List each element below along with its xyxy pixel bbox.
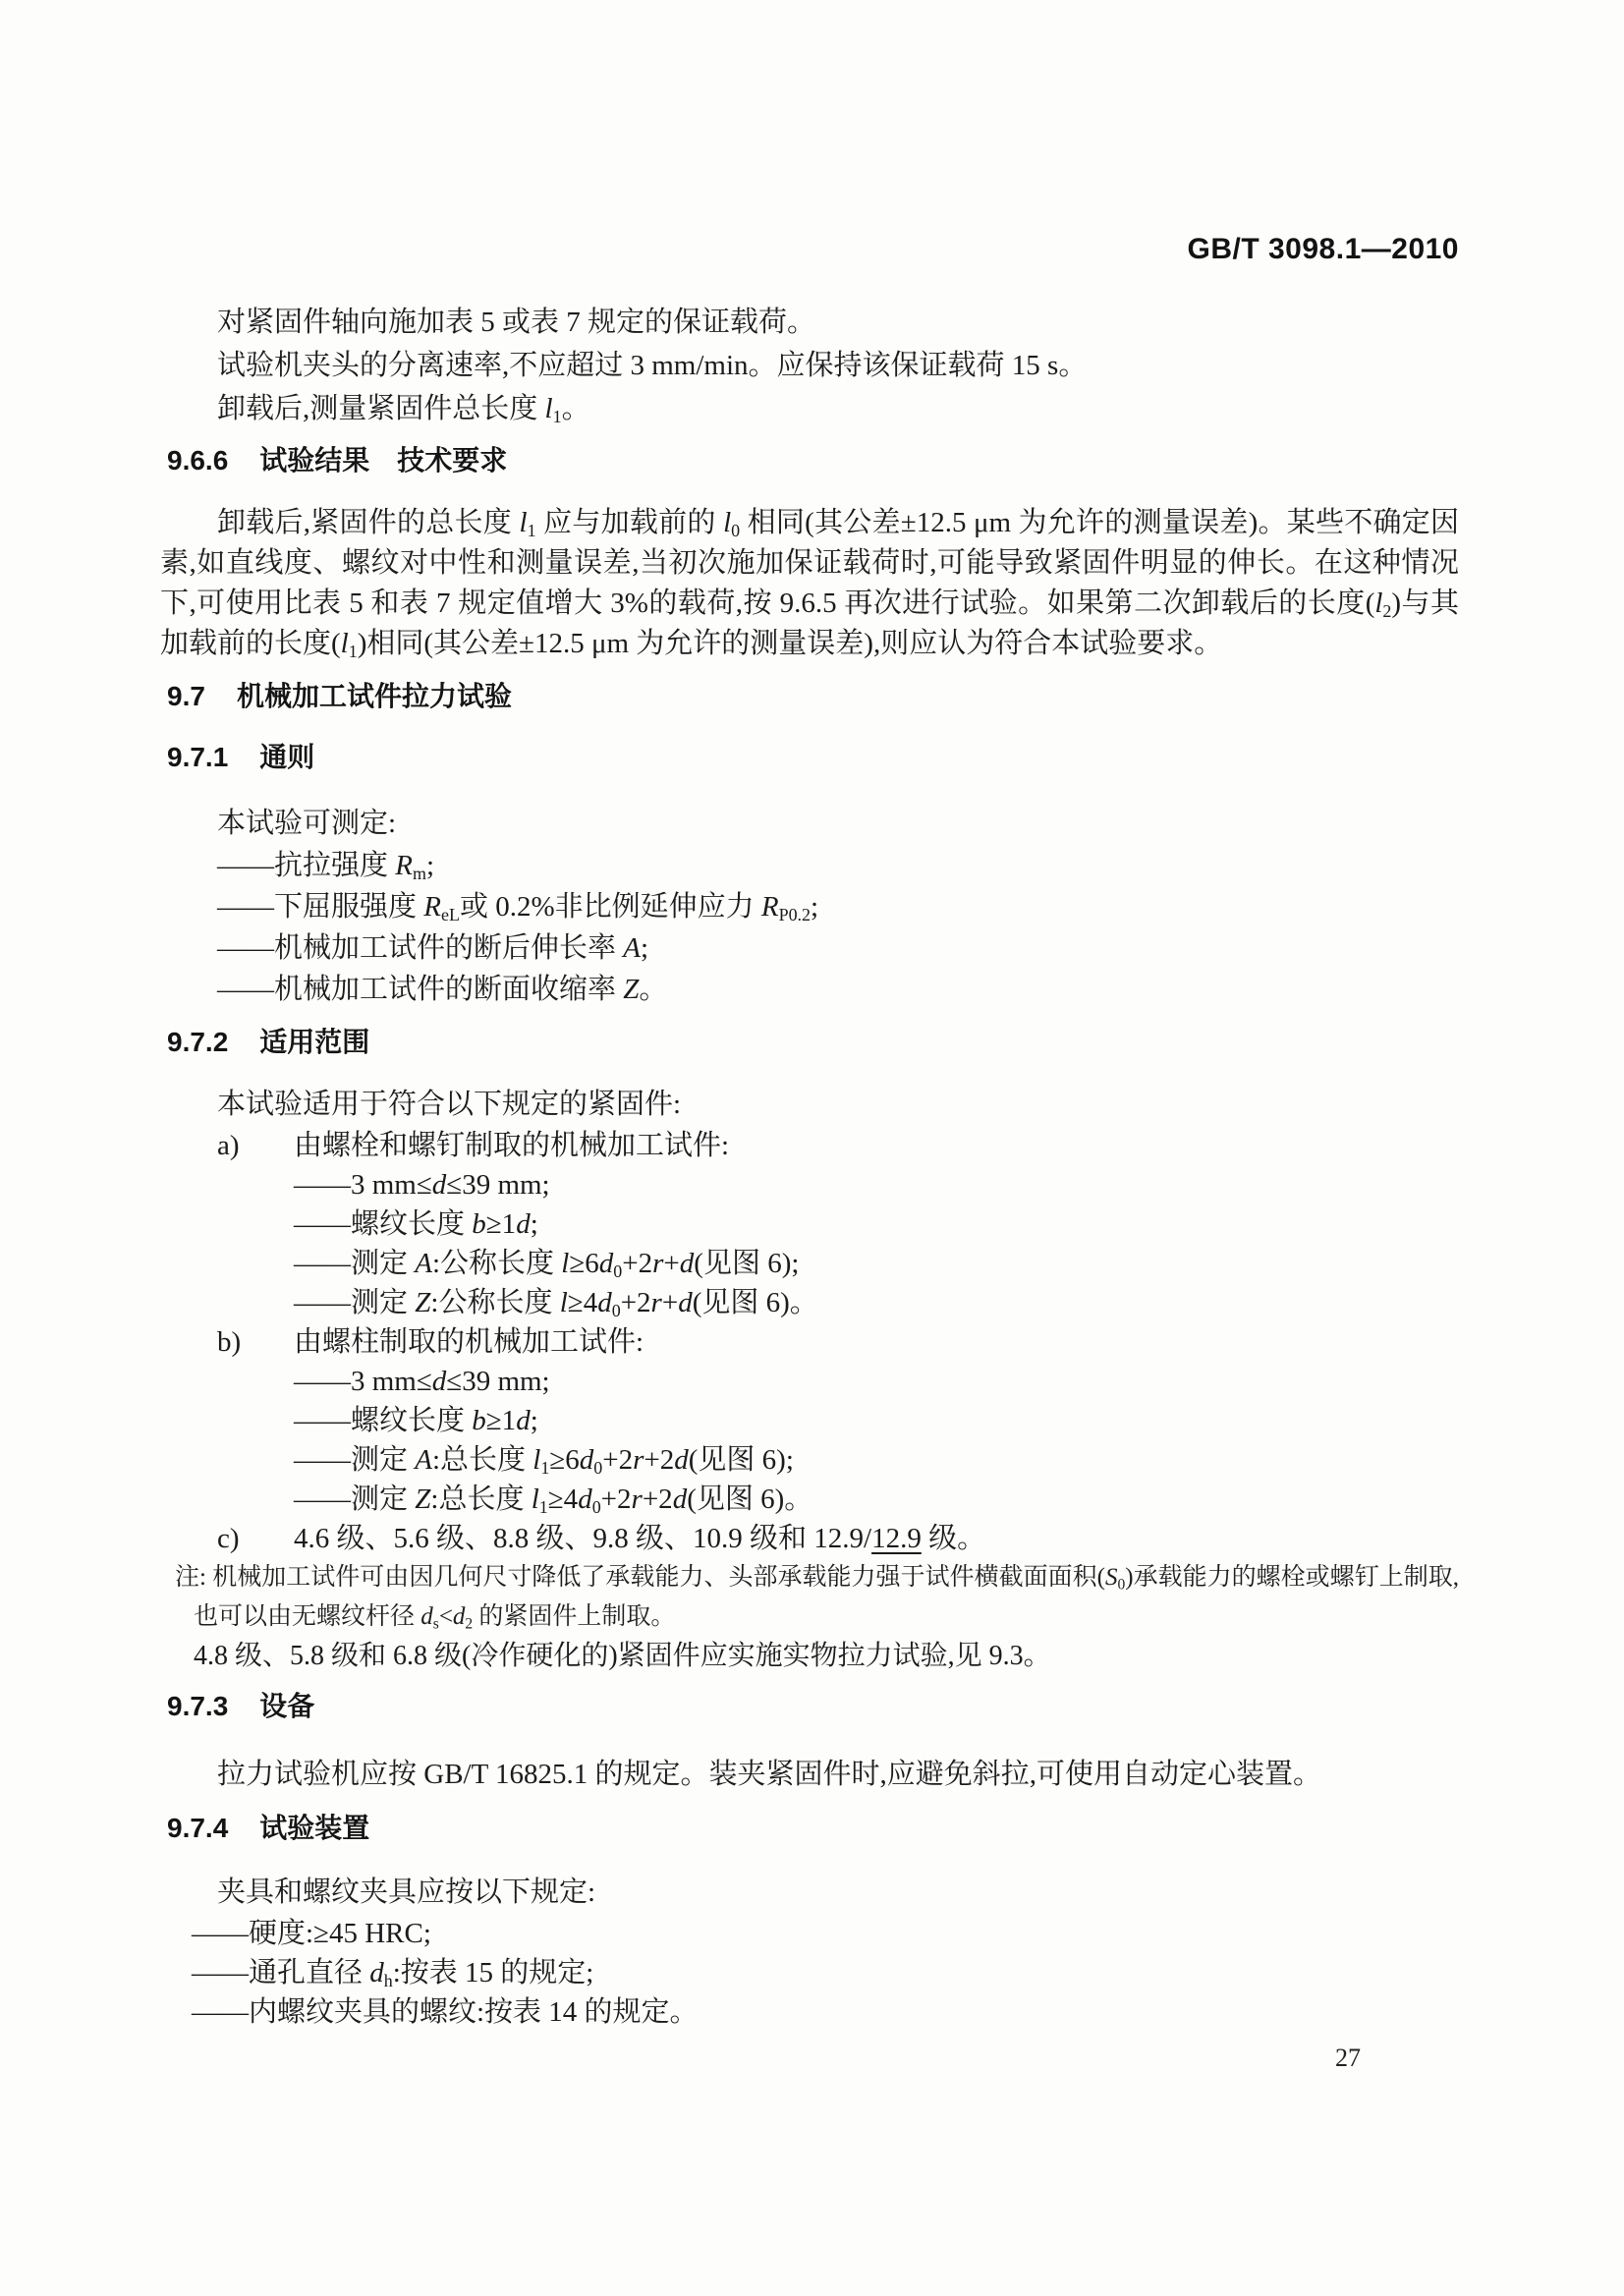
list-item-yield-strength: ——下屈服强度 $R_{eL}$或 0.2%非比例延伸应力 $R_{P0.2}$; (217, 891, 819, 925)
paragraph-test-result: 卸载后,紧固件的总长度 $l_1$ 应与加载前的 $l_0$ 相同(其公差±12.5 μm 为允许的测量误差)。某些不确定因素,如直线度、螺纹对中性和测量误差,当初次施加保证载荷时,可能导致紧固件明显的伸长。在这种情况下,可使用比表 5 和表 7 规定值增大 3%的载荷,按 9.6.5 再次进行试验。如果第二次卸载后的长度$(l_2)$与其加载前的长度$(l_1)$相同(其公差±12.5 μm 为允许的测量误差),则应认为符合本试验要求。 (160, 507, 1459, 662)
heading-title: 试验结果 技术要求 (259, 445, 508, 476)
list-item-b (217, 1322, 1459, 1362)
heading-9-6-6 (167, 444, 1459, 477)
list-item-b-sub-3: ——测定 A:总长度 $l_1\ge 6d_0+2r+2d$(见图 6); (294, 1444, 794, 1479)
heading-title: 机械加工试件拉力试验 (236, 681, 512, 711)
page-content (160, 234, 1459, 2073)
list-item-tensile-strength: ——抗拉强度 $R_m$; (217, 850, 435, 884)
heading-9-7-2 (167, 1026, 1459, 1059)
list-item-c (217, 1519, 1459, 1558)
paragraph-proof-load: 对紧固件轴向施加表 5 或表 7 规定的保证载荷。 (217, 307, 816, 338)
heading-9-7-4 (167, 1812, 1459, 1845)
paragraph-unload-measure: 卸载后,测量紧固件总长度 $l_1$。 (217, 393, 590, 427)
list-item-hardness: ——硬度:≥45 HRC; (192, 1918, 431, 1949)
list-item-b-content: 由螺柱制取的机械加工试件: (294, 1326, 644, 1358)
heading-number: 9.7.2 (167, 1027, 229, 1057)
list-item-a-sub-3: ——测定 A:公称长度 $l\ge 6d_0+2r+d$(见图 6); (294, 1248, 800, 1282)
list-item-b-sub-1: ——3 mm≤d≤39 mm; (294, 1366, 550, 1397)
list-item-a-label: a) (217, 1130, 240, 1161)
heading-9-7-3 (167, 1690, 1459, 1723)
note-machined-specimen: 注: 机械加工试件可由因几何尺寸降低了承载能力、头部承载能力强于试件横截面面积$(S_0)$承载能力的螺栓或螺钉上制取,也可以由无螺纹杆径 $d_s<d_2$ 的紧固件上制取。 (175, 1564, 1459, 1633)
list-item-c-content: 4.6 级、5.6 级、8.8 级、9.8 级、10.9 级和 12.9/12.9 级。 (294, 1523, 986, 1554)
heading-number: 9.7.4 (167, 1813, 229, 1843)
paragraph-separation-speed: 试验机夹头的分离速率,不应超过 3 mm/min。应保持该保证载荷 15 s。 (217, 350, 1088, 381)
list-item-a-sub-1: ——3 mm≤d≤39 mm; (294, 1169, 550, 1201)
list-item-a (217, 1126, 1459, 1165)
list-item-b-sub-4: ——测定 Z:总长度 $l_1\ge 4d_0+2r+2d$(见图 6)。 (294, 1484, 813, 1518)
list-item-internal-thread: ——内螺纹夹具的螺纹:按表 14 的规定。 (192, 1996, 699, 2028)
heading-9-7 (167, 680, 1459, 713)
list-item-a-sub-2: ——螺纹长度 b≥1d; (294, 1208, 538, 1240)
list-item-elongation: ——机械加工试件的断后伸长率 A; (217, 932, 649, 964)
heading-title: 设备 (259, 1691, 315, 1721)
list-item-hole-diameter: ——通孔直径 $d_h$:按表 15 的规定; (192, 1957, 594, 1991)
heading-title: 适用范围 (259, 1027, 370, 1057)
paragraph-cold-worked-grades: 4.8 级、5.8 级和 6.8 级(冷作硬化的)紧固件应实施实物拉力试验,见 9.3。 (194, 1641, 1051, 1671)
heading-title: 试验装置 (259, 1813, 370, 1843)
heading-number: 9.6.6 (167, 445, 229, 476)
paragraph-measure-intro: 本试验可测定: (217, 808, 397, 839)
list-item-b-label: b) (217, 1326, 242, 1358)
heading-number: 9.7.3 (167, 1691, 229, 1721)
heading-number: 9.7 (167, 681, 205, 711)
heading-number: 9.7.1 (167, 742, 229, 772)
standard-number-header: GB/T 3098.1—2010 (1187, 233, 1459, 265)
heading-title: 通则 (259, 742, 315, 772)
list-item-b-sub-2: ——螺纹长度 b≥1d; (294, 1405, 538, 1436)
paragraph-apply-intro: 本试验适用于符合以下规定的紧固件: (217, 1089, 682, 1120)
list-item-a-sub-4: ——测定 Z:公称长度 $l\ge 4d_0+2r+d$(见图 6)。 (294, 1287, 818, 1321)
paragraph-fixture-intro: 夹具和螺纹夹具应按以下规定: (217, 1876, 596, 1908)
paragraph-testing-machine: 拉力试验机应按 GB/T 16825.1 的规定。装夹紧固件时,应避免斜拉,可使用自动定心装置。 (217, 1759, 1322, 1790)
page-number: 27 (1335, 2044, 1361, 2072)
list-item-c-label: c) (217, 1523, 240, 1554)
heading-9-7-1 (167, 741, 1459, 774)
list-item-reduction-of-area: ——机械加工试件的断面收缩率 Z。 (217, 974, 668, 1005)
list-item-a-content: 由螺栓和螺钉制取的机械加工试件: (294, 1130, 730, 1161)
